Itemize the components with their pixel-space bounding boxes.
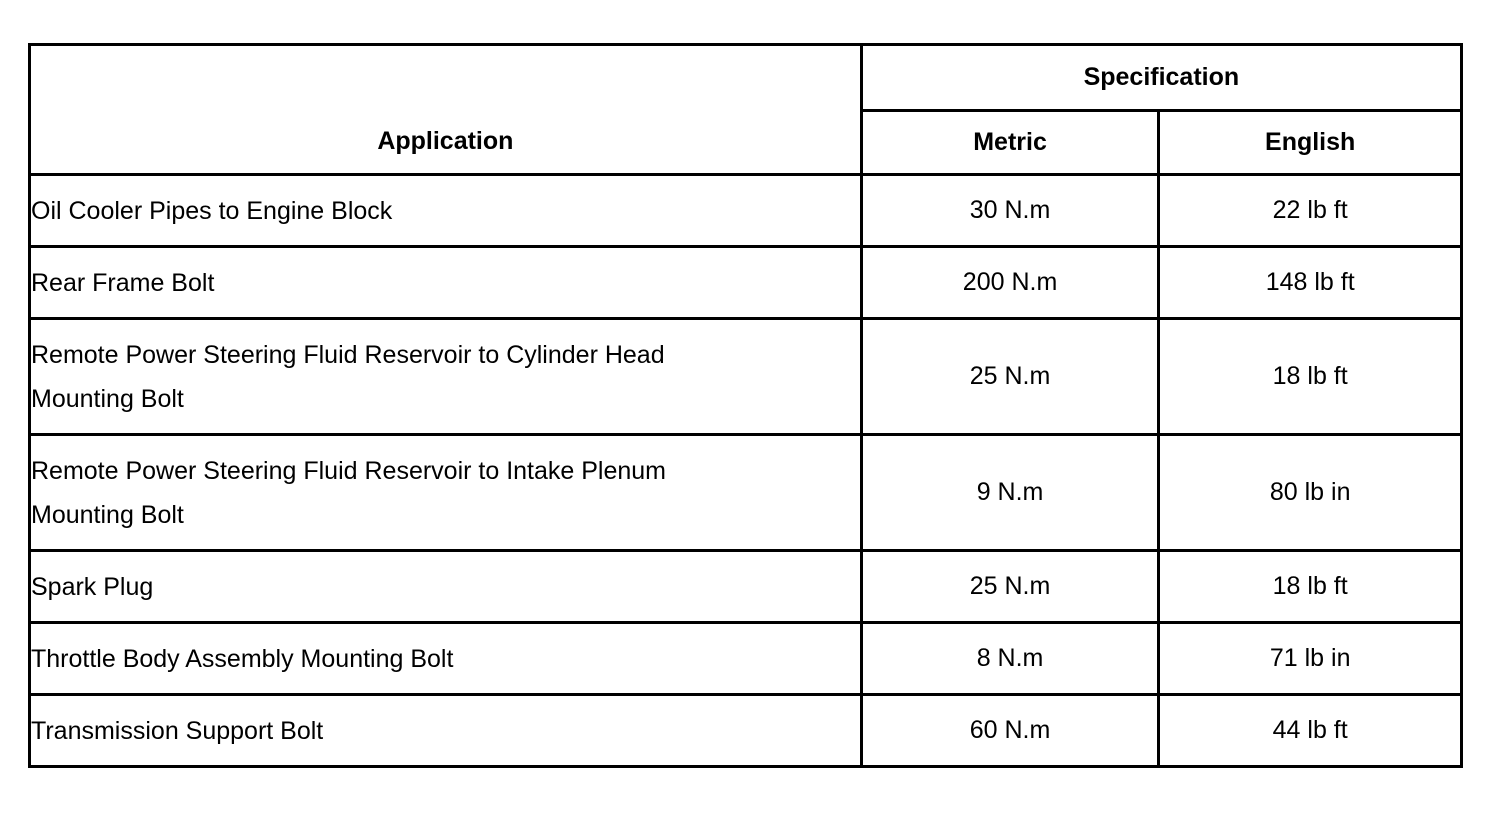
header-specification: Specification	[861, 45, 1461, 111]
table-row	[30, 435, 1462, 551]
application-cell	[30, 319, 862, 435]
application-line: Mounting Bolt	[31, 500, 184, 529]
metric-cell: 60 N.m	[861, 695, 1159, 767]
application-cell: Throttle Body Assembly Mounting Bolt	[30, 623, 862, 695]
application-line: Remote Power Steering Fluid Reservoir to Intake Plenum	[31, 456, 667, 485]
application-cell: Spark Plug	[30, 551, 862, 623]
table-row	[30, 695, 1462, 767]
english-cell: 18 lb ft	[1159, 319, 1462, 435]
english-cell: 44 lb ft	[1159, 695, 1462, 767]
table-row	[30, 623, 1462, 695]
metric-cell: 25 N.m	[861, 551, 1159, 623]
metric-cell: 30 N.m	[861, 175, 1159, 247]
application-cell	[30, 435, 862, 551]
english-cell: 148 lb ft	[1159, 247, 1462, 319]
english-cell: 80 lb in	[1159, 435, 1462, 551]
header-application: Application	[30, 45, 862, 175]
english-cell: 18 lb ft	[1159, 551, 1462, 623]
header-metric: Metric	[861, 111, 1159, 175]
application-cell: Rear Frame Bolt	[30, 247, 862, 319]
metric-cell: 9 N.m	[861, 435, 1159, 551]
application-cell: Oil Cooler Pipes to Engine Block	[30, 175, 862, 247]
english-cell: 71 lb in	[1159, 623, 1462, 695]
application-cell: Transmission Support Bolt	[30, 695, 862, 767]
table-row	[30, 319, 1462, 435]
table-row	[30, 247, 1462, 319]
metric-cell: 25 N.m	[861, 319, 1159, 435]
table-row	[30, 175, 1462, 247]
application-line: Remote Power Steering Fluid Reservoir to Cylinder Head	[31, 340, 665, 369]
metric-cell: 200 N.m	[861, 247, 1159, 319]
english-cell: 22 lb ft	[1159, 175, 1462, 247]
torque-spec-table	[28, 43, 1463, 768]
table-row	[30, 551, 1462, 623]
application-line: Mounting Bolt	[31, 384, 184, 413]
metric-cell: 8 N.m	[861, 623, 1159, 695]
header-english: English	[1159, 111, 1462, 175]
